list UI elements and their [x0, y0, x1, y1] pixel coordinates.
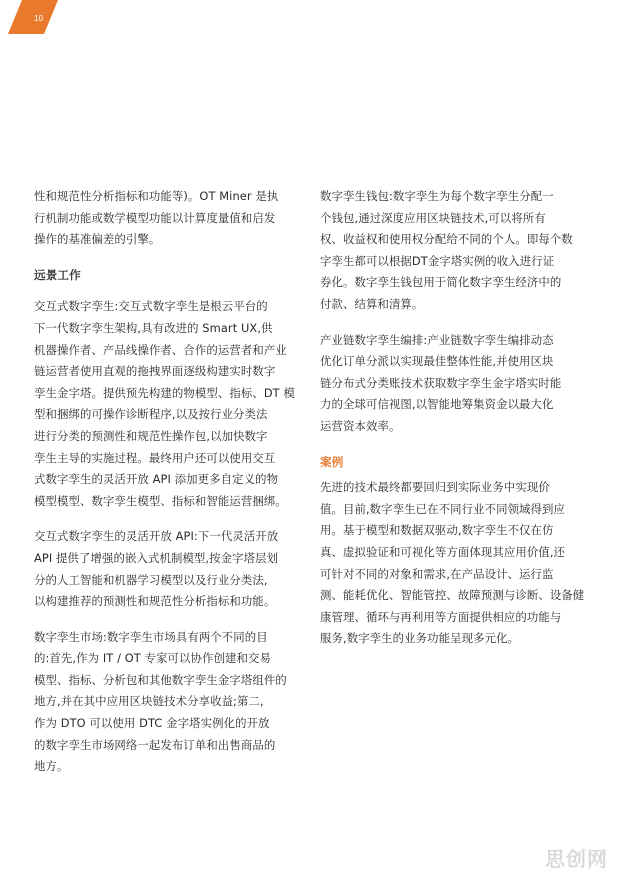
page-number: 10 — [34, 14, 43, 23]
page-number-tab — [0, 0, 60, 36]
text-line: 型和捆绑的可操作诊断程序,以及按行业分类法 — [34, 407, 268, 422]
intro-paragraph — [34, 186, 302, 251]
text-line: 付款、结算和清算。 — [320, 296, 424, 311]
text-line: 模型模型、数字孪生模型、指标和智能运营捆绑。 — [34, 493, 287, 508]
text-line: 交互式数字孪生:交互式数字孪生是根云平台的 — [34, 299, 268, 314]
text-line: 力的全球可信视图,以智能地筹集资金以最大化 — [320, 397, 554, 412]
body-paragraph — [34, 627, 302, 778]
text-line: 运营资本效率。 — [320, 418, 401, 433]
text-line: 下一代数字孪生架构,具有改进的 Smart UX,供 — [34, 320, 273, 335]
text-line: 机器操作者、产品线操作者、合作的运营者和产业 — [34, 342, 287, 357]
section-heading-cases: 案例 — [320, 454, 344, 469]
body-paragraph — [34, 296, 302, 512]
text-line: 字孪生都可以根据DT金字塔实例的收入进行证 — [320, 253, 555, 268]
text-line: 式数字孪生的灵活开放 API 添加更多自定义的物 — [34, 472, 279, 487]
text-line: 产业链数字孪生编排:产业链数字孪生编排动态 — [320, 332, 554, 347]
text-line: 孪生主导的实施过程。最终用户还可以使用交互 — [34, 450, 276, 465]
text-line: 地方。 — [34, 759, 69, 774]
case-paragraph — [320, 477, 588, 650]
text-line: 分的人工智能和机器学习模型以及行业分类法, — [34, 572, 268, 587]
body-paragraph — [320, 186, 588, 316]
text-line: 权、收益权和使用权分配给不同的个人。即每个数 — [320, 232, 573, 247]
text-line: 进行分类的预测性和规范性操作包,以加快数字 — [34, 428, 268, 443]
right-paragraphs — [320, 186, 588, 438]
text-line: 优化订单分派以实现最佳整体性能,并使用区块 — [320, 354, 554, 369]
text-line: 数字孪生钱包:数字孪生为每个数字孪生分配一 — [320, 189, 554, 203]
text-line: 行机制功能或数学模型功能以计算度量值和启发 — [34, 210, 276, 225]
text-line: 孪生金字塔。提供预先构建的物模型、指标、DT 模 — [34, 385, 295, 400]
left-column — [34, 186, 302, 792]
text-line: 真、虚拟验证和可视化等方面体现其应用价值,还 — [320, 544, 566, 559]
text-line: 券化。数字孪生钱包用于简化数字孪生经济中的 — [320, 275, 562, 290]
text-line: 可针对不同的对象和需求,在产品设计、运行监 — [320, 566, 554, 581]
text-line: 操作的基准偏差的引擎。 — [34, 232, 161, 247]
text-line: 康管理、循环与再利用等方面提供相应的功能与 — [320, 609, 562, 624]
right-column — [320, 186, 588, 664]
text-line: 以构建推荐的预测性和规范性分析指标和功能。 — [34, 594, 276, 609]
text-line: 服务,数字孪生的业务功能呈现多元化。 — [320, 631, 520, 646]
text-line: 先进的技术最终都要回归到实际业务中实现价 — [320, 480, 550, 495]
text-line: 作为 DTO 可以使用 DTC 金字塔实例化的开放 — [34, 716, 270, 731]
watermark-logo: 思创网 — [545, 847, 608, 871]
text-line: 值。目前,数字孪生已在不同行业不同领域得到应 — [320, 501, 566, 516]
text-line: 的数字孪生市场网络一起发布订单和出售商品的 — [34, 737, 276, 752]
orange-corner-shape — [0, 0, 60, 36]
text-line: API 提供了增强的嵌入式机制模型,按金字塔层划 — [34, 550, 279, 565]
text-line: 的:首先,作为 IT / OT 专家可以协作创建和交易 — [34, 651, 271, 666]
section-heading-vision: 远景工作 — [34, 267, 81, 282]
text-line: 链运营者使用直观的拖拽界面逐级构建实时数字 — [34, 364, 276, 379]
text-line: 链分布式分类账技术获取数字孪生金字塔实时能 — [320, 375, 562, 390]
vision-paragraphs — [34, 296, 302, 777]
text-line: 模型、指标、分析包和其他数字孪生金字塔组件的 — [34, 672, 287, 687]
text-line: 测、能耗优化、智能管控、故障预测与诊断、设备健 — [320, 588, 585, 603]
text-line: 交互式数字孪生的灵活开放 API:下一代灵活开放 — [34, 529, 279, 544]
text-line: 数字孪生市场:数字孪生市场具有两个不同的目 — [34, 629, 268, 644]
text-line: 地方,并在其中应用区块链技术分享收益;第二, — [34, 694, 264, 709]
body-paragraph — [34, 526, 302, 612]
text-line: 性和规范性分析指标和功能等)。OT Miner 是执 — [34, 189, 279, 203]
text-line: 个钱包,通过深度应用区块链技术,可以将所有 — [320, 210, 546, 225]
body-paragraph — [320, 330, 588, 438]
text-line: 用。基于模型和数据双驱动,数字孪生不仅在仿 — [320, 523, 554, 538]
